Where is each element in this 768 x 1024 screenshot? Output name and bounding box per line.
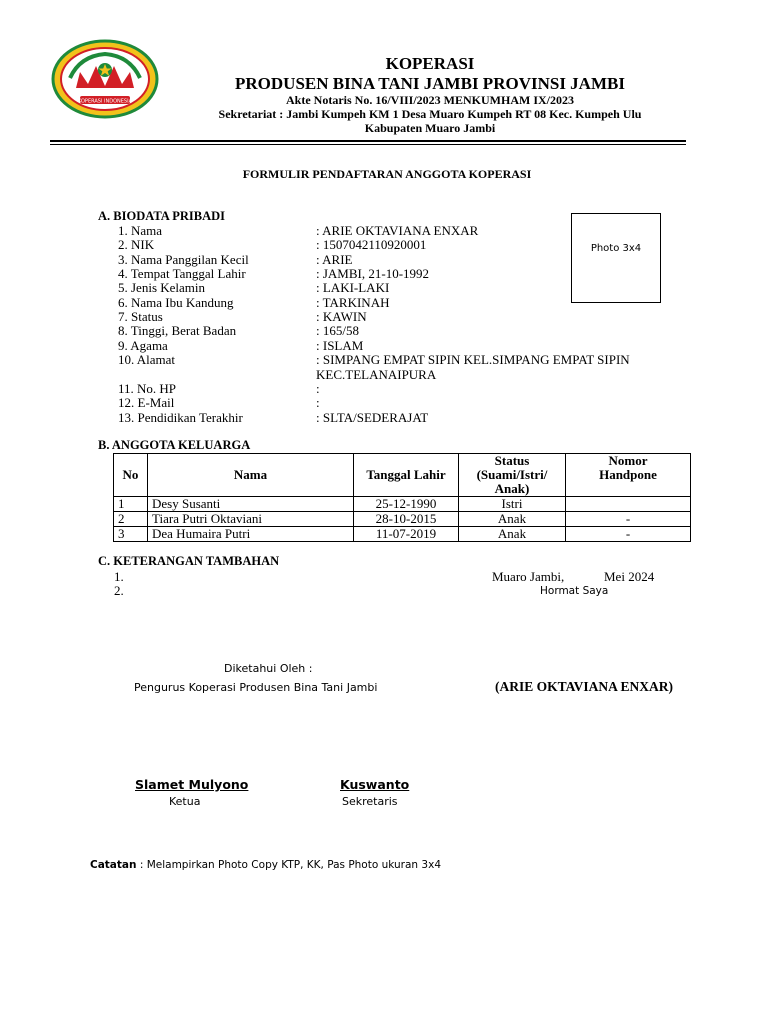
board-label: Pengurus Koperasi Produsen Bina Tani Jambi [134,681,378,694]
col-header-tanggal: Tanggal Lahir [354,454,459,497]
col-header-no: No [114,454,148,497]
biodata-value: : TARKINAH [316,294,390,310]
col-header-handphone [566,454,691,497]
header-regency: Kabupaten Muaro Jambi [364,121,496,135]
photo-placeholder [571,213,661,303]
hp-header-line1: Nomor [608,453,648,468]
sign-regards: Hormat Saya [540,585,609,597]
header-secretariat: Sekretariat : Jambi Kumpeh KM 1 Desa Muaro Kumpeh RT 08 Kec. Kumpeh Ulu [218,107,642,121]
biodata-label: 11. No. HP [118,380,177,396]
biodata-value: : [316,395,320,411]
biodata-value: : LAKI-LAKI [316,280,390,296]
status-header-line3: Anak) [494,481,530,496]
biodata-label: 7. Status [118,309,163,325]
biodata-value: : ARIE OKTAVIANA ENXAR [316,223,479,238]
section-c-title: C. KETERANGAN TAMBAHAN [98,554,280,568]
biodata-label: 5. Jenis Kelamin [118,280,206,296]
biodata-value: : KAWIN [316,309,367,325]
header-divider-thin [50,144,686,145]
cell-tanggal: 28-10-2015 [354,512,459,527]
note-text: : Melampirkan Photo Copy KTP, KK, Pas Photo ukuran 3x4 [136,859,441,871]
biodata-value: : SIMPANG EMPAT SIPIN KEL.SIMPANG EMPAT SIPIN [316,352,630,368]
cell-status: Istri [459,497,566,512]
biodata-label: 10. Alamat [118,352,176,368]
table-row [114,527,691,542]
biodata-label: 6. Nama Ibu Kandung [118,294,234,310]
biodata-label: 8. Tinggi, Berat Badan [118,323,237,339]
cell-handphone: - [566,512,691,527]
table-row [114,512,691,527]
family-table [113,453,691,542]
note-label: Catatan [90,859,137,871]
sign-place: Muaro Jambi, [492,569,565,584]
biodata-value: : [316,380,320,396]
cell-no: 2 [114,512,148,527]
known-by-label: Diketahui Oleh : [224,662,313,675]
biodata-label: 2. NIK [118,237,155,253]
biodata-value: : SLTA/SEDERAJAT [316,409,429,425]
biodata-label: 9. Agama [118,337,168,353]
cell-nama: Desy Susanti [148,497,354,512]
biodata-value: : ARIE [316,251,353,267]
cell-status: Anak [459,527,566,542]
family-table-body [114,497,691,542]
sign-date: Mei 2024 [604,569,655,584]
hp-header-line2: Handpone [599,467,657,482]
logo-lettering: KOPERASI INDONESIA [77,98,133,105]
biodata-value: : ISLAM [316,337,364,353]
section-c-item-1: 1. [114,569,124,584]
cell-status: Anak [459,512,566,527]
status-header-line1: Status [494,453,530,468]
cell-handphone: - [566,527,691,542]
col-header-status [459,454,566,497]
col-header-nama: Nama [148,454,354,497]
chair-name: Slamet Mulyono [135,777,249,792]
section-c-item-2: 2. [114,583,124,598]
applicant-name: (ARIE OKTAVIANA ENXAR) [495,679,674,694]
biodata-label: 1. Nama [118,223,163,238]
chair-role: Ketua [169,795,201,808]
cell-handphone [566,497,691,512]
header-divider-thick [50,140,686,142]
status-header-line2: (Suami/Istri/ [476,467,548,482]
biodata-value: : JAMBI, 21-10-1992 [316,266,430,282]
biodata-label: 12. E-Mail [118,395,175,411]
cell-nama: Tiara Putri Oktaviani [148,512,354,527]
biodata-label: 3. Nama Panggilan Kecil [118,251,249,267]
cell-tanggal: 11-07-2019 [354,527,459,542]
cell-tanggal: 25-12-1990 [354,497,459,512]
biodata-label: 4. Tempat Tanggal Lahir [118,266,246,282]
secretary-role: Sekretaris [342,795,398,808]
table-header-row [114,454,691,497]
koperasi-logo [50,38,160,120]
cell-no: 3 [114,527,148,542]
cell-nama: Dea Humaira Putri [148,527,354,542]
secretary-name: Kuswanto [340,777,410,792]
biodata-label: 13. Pendidikan Terakhir [118,409,243,425]
header-title-line2: PRODUSEN BINA TANI JAMBI PROVINSI JAMBI [235,74,625,93]
photo-label: Photo 3x4 [590,243,642,254]
cell-no: 1 [114,497,148,512]
table-row [114,497,691,512]
note [90,859,441,871]
biodata-value: : 1507042110920001 [316,237,427,253]
header-notary: Akte Notaris No. 16/VIII/2023 MENKUMHAM IX/2023 [286,93,574,107]
header-title-line1: KOPERASI [385,54,475,73]
section-a-title: A. BIODATA PRIBADI [98,209,225,223]
biodata-value: : 165/58 [316,323,359,339]
form-title: FORMULIR PENDAFTARAN ANGGOTA KOPERASI [242,167,532,181]
section-b-title: B. ANGGOTA KELUARGA [98,438,251,452]
biodata-value: KEC.TELANAIPURA [316,366,437,382]
